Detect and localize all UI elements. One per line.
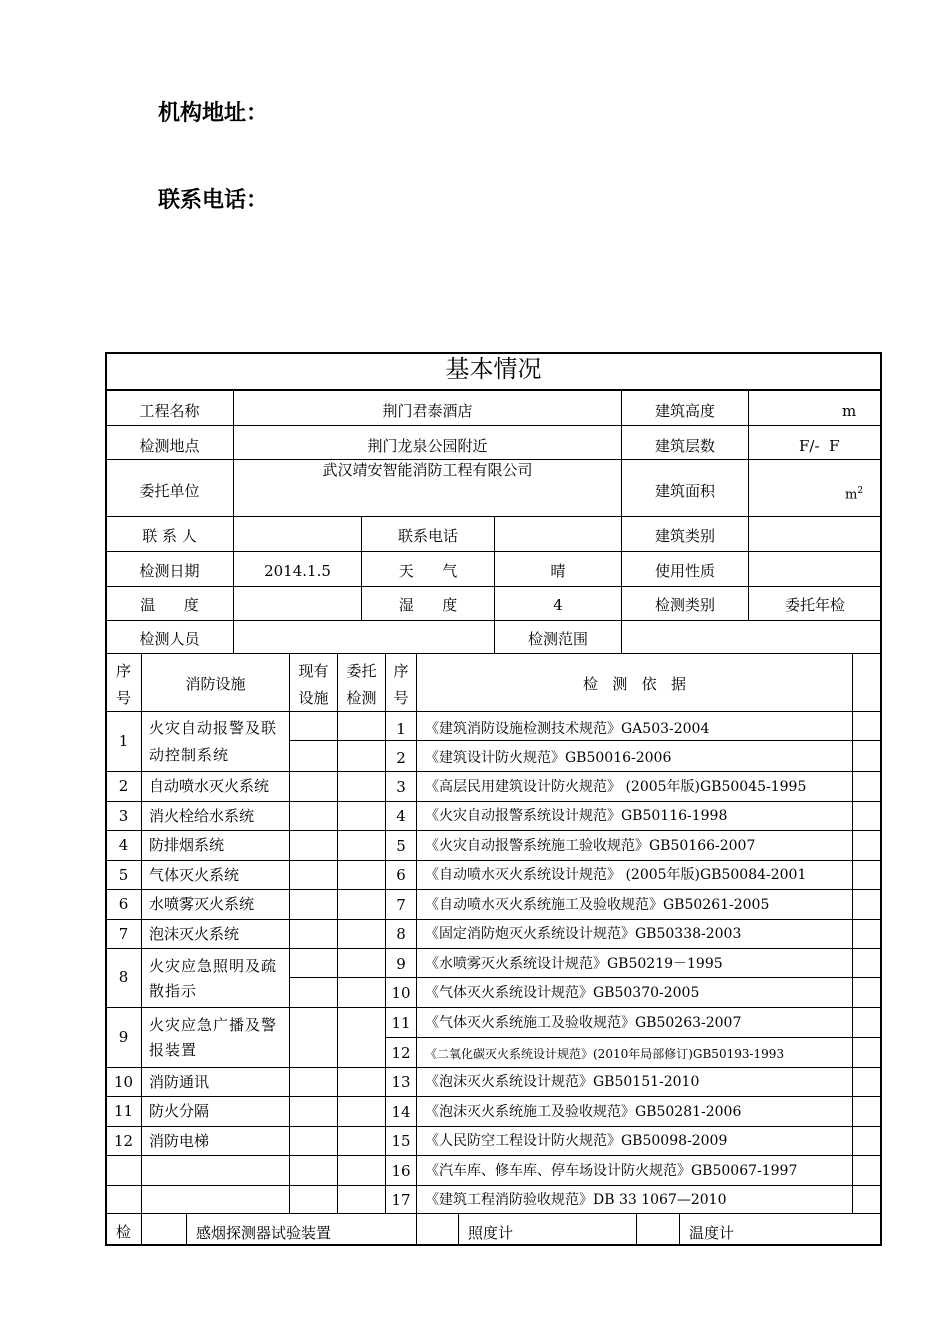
standard-text: 《汽车库、修车库、停车场设计防火规范》GB50067-1997 — [425, 1163, 798, 1179]
facility-name: 散指示 — [149, 982, 198, 1000]
standard-no: 15 — [391, 1132, 411, 1150]
standard-text: 《水喷雾灭火系统设计规范》GB50219－1995 — [425, 956, 723, 972]
standard-text: 《二氧化碳灭火系统设计规范》(2010年局部修订)GB50193-1993 — [425, 1047, 785, 1061]
area-unit: $m^2$ — [845, 486, 864, 503]
standard-text: 《建筑工程消防验收规范》DB 33 1067—2010 — [425, 1192, 727, 1208]
facility-no: 5 — [118, 866, 129, 884]
col-commission-top: 委托 — [346, 662, 377, 680]
standard-no: 1 — [396, 720, 406, 738]
standard-no: 11 — [391, 1014, 411, 1032]
standard-text: 《火灾自动报警系统施工验收规范》GB50166-2007 — [425, 838, 756, 854]
col-exist-bottom: 设施 — [298, 689, 329, 707]
equipment-label: 检 — [115, 1223, 131, 1241]
standard-text: 《泡沫灭火系统设计规范》GB50151-2010 — [425, 1074, 700, 1090]
facility-name: 火灾自动报警及联 — [149, 719, 278, 737]
floors-value: F/- F — [799, 437, 840, 455]
facility-name: 火灾应急广播及警 — [149, 1016, 278, 1034]
standard-text: 《建筑设计防火规范》GB50016-2006 — [425, 750, 672, 766]
project-name-value: 荆门君泰酒店 — [382, 402, 473, 420]
standard-text: 《建筑消防设施检测技术规范》GA503-2004 — [425, 721, 710, 737]
equipment-smoke-detector-tester: 感烟探测器试验装置 — [196, 1224, 332, 1242]
standard-text: 《泡沫灭火系统施工及验收规范》GB50281-2006 — [425, 1104, 742, 1120]
facility-name: 消火栓给水系统 — [149, 807, 255, 825]
site-label: 检测地点 — [139, 437, 200, 455]
col-facility: 消防设施 — [185, 675, 246, 693]
contact-label: 联 系 人 — [142, 527, 197, 545]
building-height-label: 建筑高度 — [654, 402, 715, 420]
weather-value: 晴 — [550, 562, 566, 580]
facility-name: 水喷雾灭火系统 — [149, 895, 255, 913]
project-name-label: 工程名称 — [139, 402, 200, 420]
standard-no: 3 — [396, 778, 406, 796]
date-label: 检测日期 — [139, 562, 200, 580]
usage-label: 使用性质 — [654, 562, 715, 580]
phone-label: 联系电话： — [158, 188, 269, 213]
standard-no: 17 — [391, 1191, 411, 1209]
standard-text: 《固定消防炮灭火系统设计规范》GB50338-2003 — [425, 926, 742, 942]
facility-no: 8 — [118, 968, 129, 986]
facility-no: 10 — [113, 1073, 134, 1091]
col-seq-top: 序 — [115, 662, 131, 680]
facility-no: 12 — [113, 1132, 134, 1150]
site-value: 荆门龙泉公园附近 — [367, 437, 488, 455]
standard-no: 10 — [391, 984, 411, 1002]
floors-label: 建筑层数 — [654, 437, 715, 455]
facility-no: 7 — [118, 925, 129, 943]
scope-label: 检测范围 — [527, 630, 588, 648]
standard-no: 7 — [396, 896, 406, 914]
standard-no: 16 — [391, 1162, 411, 1180]
col-basis: 检 测 依 据 — [583, 675, 686, 693]
facility-name: 自动喷水灭火系统 — [149, 777, 270, 795]
category-label: 建筑类别 — [654, 527, 715, 545]
facility-name: 防排烟系统 — [149, 836, 225, 854]
test-type-label: 检测类别 — [654, 596, 715, 614]
table-title: 基本情况 — [445, 355, 542, 383]
facility-name: 动控制系统 — [149, 746, 230, 764]
standard-no: 4 — [396, 807, 406, 825]
standard-no: 13 — [391, 1073, 411, 1091]
standard-no: 14 — [391, 1103, 411, 1121]
facility-name: 防火分隔 — [149, 1102, 210, 1120]
facility-name: 报装置 — [149, 1041, 198, 1059]
date-value: 2014.1.5 — [264, 562, 331, 580]
facility-name: 泡沫灭火系统 — [149, 925, 240, 943]
humidity-label: 湿 度 — [398, 596, 458, 614]
humidity-value: 4 — [553, 596, 563, 614]
inspector-label: 检测人员 — [139, 630, 200, 648]
weather-label: 天 气 — [398, 562, 458, 580]
equipment-illuminometer: 照度计 — [468, 1224, 514, 1242]
contact-phone-label: 联系电话 — [397, 527, 458, 545]
standard-text: 《气体灭火系统设计规范》GB50370-2005 — [425, 985, 700, 1001]
facility-no: 11 — [113, 1102, 134, 1120]
facility-name: 气体灭火系统 — [149, 866, 240, 884]
standard-no: 2 — [396, 749, 406, 767]
standard-no: 9 — [396, 955, 406, 973]
client-label: 委托单位 — [139, 482, 200, 500]
standard-text: 《高层民用建筑设计防火规范》 (2005年版)GB50045-1995 — [425, 779, 807, 795]
facility-no: 3 — [118, 807, 129, 825]
facility-no: 2 — [118, 777, 129, 795]
facility-name: 火灾应急照明及疏 — [149, 957, 278, 975]
standard-no: 8 — [396, 925, 406, 943]
area-label: 建筑面积 — [654, 482, 715, 500]
equipment-thermometer: 温度计 — [689, 1224, 735, 1242]
facility-name: 消防电梯 — [149, 1132, 210, 1150]
standard-text: 《气体灭火系统施工及验收规范》GB50263-2007 — [425, 1015, 742, 1031]
standard-text: 《自动喷水灭火系统施工及验收规范》GB50261-2005 — [425, 897, 770, 913]
facility-no: 6 — [118, 895, 129, 913]
standard-text: 《自动喷水灭火系统设计规范》 (2005年版)GB50084-2001 — [425, 867, 807, 883]
standard-no: 5 — [396, 837, 406, 855]
col-seq-bottom: 号 — [115, 689, 131, 707]
col-exist-top: 现有 — [298, 662, 329, 680]
facility-name: 消防通讯 — [149, 1073, 210, 1091]
facility-no: 9 — [118, 1028, 129, 1046]
building-height-unit: m — [842, 402, 857, 420]
facility-no: 1 — [118, 732, 129, 750]
standard-text: 《火灾自动报警系统设计规范》GB50116-1998 — [425, 808, 728, 824]
test-type-value: 委托年检 — [784, 596, 845, 614]
standard-no: 6 — [396, 866, 406, 884]
facility-no: 4 — [118, 836, 129, 854]
client-value: 武汉靖安智能消防工程有限公司 — [322, 461, 533, 479]
address-label: 机构地址： — [158, 101, 269, 126]
standard-no: 12 — [391, 1044, 411, 1062]
standard-text: 《人民防空工程设计防火规范》GB50098-2009 — [425, 1133, 728, 1149]
col-commission-bottom: 检测 — [346, 689, 377, 707]
temperature-label: 温 度 — [140, 596, 199, 614]
col-basis-seq-top: 序 — [393, 662, 409, 680]
col-basis-seq-bottom: 号 — [393, 689, 409, 707]
